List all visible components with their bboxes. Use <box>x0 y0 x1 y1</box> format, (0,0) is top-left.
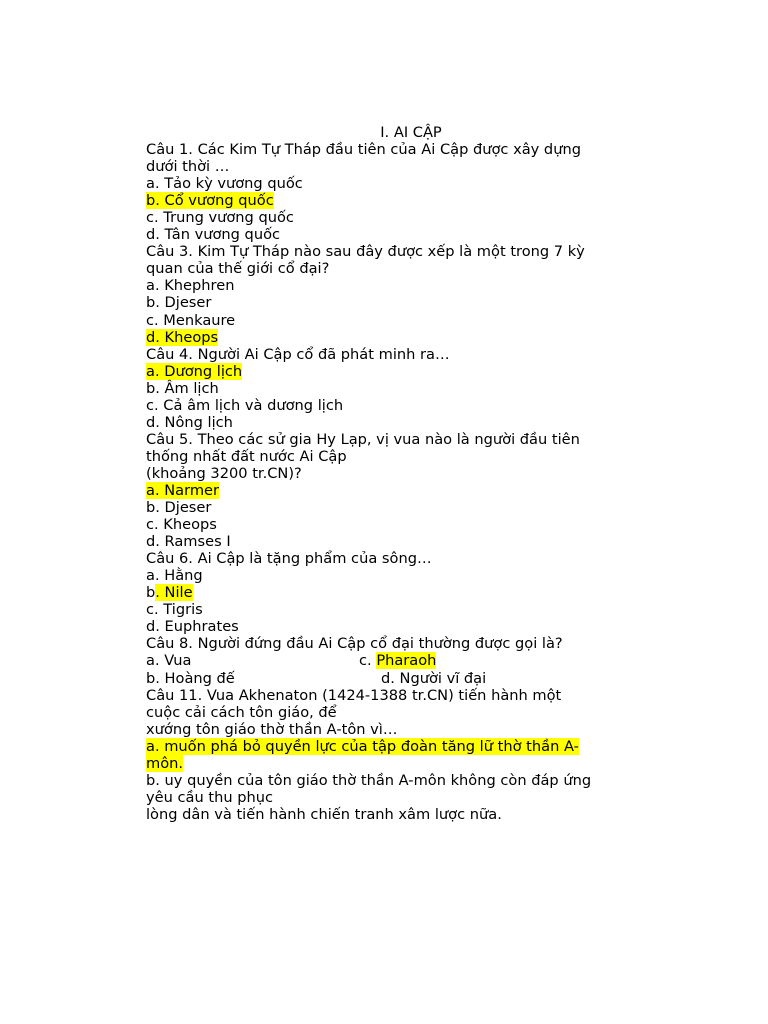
correct-answer-highlight: a. Narmer <box>146 481 220 499</box>
text-line <box>146 380 646 397</box>
text-line <box>146 141 646 158</box>
line-text: b. Âm lịch <box>146 379 219 397</box>
line-text: Câu 11. Vua Akhenaton (1424-1388 tr.CN) tiến hành một <box>146 686 562 704</box>
text-line <box>146 260 646 277</box>
text-line <box>146 294 646 311</box>
answer-option-b: b. Hoàng đế <box>146 669 235 687</box>
answer-prefix: b <box>146 584 156 602</box>
text-line <box>146 243 646 260</box>
text-line <box>146 363 646 380</box>
line-text: d. Tân vương quốc <box>146 226 281 244</box>
line-text: cuộc cải cách tôn giáo, để <box>146 703 337 721</box>
line-text: Câu 1. Các Kim Tự Tháp đầu tiên của Ai Cập được xây dựng <box>146 141 581 159</box>
correct-answer-highlight: d. Kheops <box>146 328 219 346</box>
line-text: Câu 5. Theo các sử gia Hy Lạp, vị vua nào là người đầu tiên <box>146 430 580 448</box>
line-text: b. Djeser <box>146 499 212 517</box>
line-text: dưới thời … <box>146 158 230 176</box>
answer-option-a: a. Vua <box>146 652 192 670</box>
line-text: c. Kheops <box>146 516 217 534</box>
text-line <box>146 550 646 567</box>
correct-answer-highlight: b. Cổ vương quốc <box>146 192 274 210</box>
text-line <box>146 329 646 346</box>
line-text: a. Tảo kỳ vương quốc <box>146 175 303 193</box>
line-text: quan của thế giới cổ đại? <box>146 260 330 278</box>
correct-answer-highlight: a. Dương lịch <box>146 362 243 380</box>
line-text: c. Menkaure <box>146 311 236 329</box>
line-text: Câu 6. Ai Cập là tặng phẩm của sông… <box>146 550 432 568</box>
text-line <box>146 618 646 635</box>
question-block-2 <box>146 601 646 652</box>
document-title: I. AI CẬP <box>380 124 442 141</box>
text-line <box>146 175 646 192</box>
text-line <box>146 738 646 755</box>
text-line <box>146 158 646 175</box>
text-line <box>146 755 646 772</box>
text-line <box>146 567 646 584</box>
line-text: xướng tôn giáo thờ thần A-tôn vì… <box>146 720 398 738</box>
text-line <box>146 772 646 789</box>
text-line <box>146 192 646 209</box>
answer-prefix: c. <box>359 652 377 670</box>
text-line <box>146 209 646 226</box>
line-text: d. Nông lịch <box>146 413 233 431</box>
text-line <box>146 533 646 550</box>
document-page <box>146 124 646 823</box>
correct-answer-highlight: Pharaoh <box>376 652 437 670</box>
question-block-3 <box>146 687 646 823</box>
answer-row-q8-2 <box>146 670 646 687</box>
line-text: d. Euphrates <box>146 618 239 636</box>
text-line <box>146 397 646 414</box>
text-line <box>146 635 646 652</box>
text-line <box>146 499 646 516</box>
text-line <box>146 448 646 465</box>
text-line <box>146 721 646 738</box>
text-line <box>146 806 646 823</box>
text-line <box>146 704 646 721</box>
line-text: lòng dân và tiến hành chiến tranh xâm lược nữa. <box>146 805 502 823</box>
text-line <box>146 516 646 533</box>
text-line <box>146 601 646 618</box>
line-text: Câu 4. Người Ai Cập cổ đã phát minh ra… <box>146 345 450 363</box>
line-text: b. uy quyền của tôn giáo thờ thần A-môn không còn đáp ứng <box>146 771 592 789</box>
text-line <box>146 789 646 806</box>
text-line <box>146 346 646 363</box>
line-text: c. Trung vương quốc <box>146 209 294 227</box>
correct-answer-highlight: . Nile <box>155 584 193 602</box>
text-line <box>146 312 646 329</box>
text-line <box>146 414 646 431</box>
text-line <box>146 277 646 294</box>
text-line <box>146 226 646 243</box>
line-text: b. Djeser <box>146 294 212 312</box>
line-text: Câu 8. Người đứng đầu Ai Cập cổ đại thường được gọi là? <box>146 635 563 653</box>
answer-option-c <box>359 652 436 669</box>
line-text: yêu cầu thu phục <box>146 788 274 806</box>
line-text: a. Khephren <box>146 277 235 295</box>
answer-line-q6-b <box>146 584 646 601</box>
answer-row-q8-1 <box>146 652 646 669</box>
line-text: thống nhất đất nước Ai Cập <box>146 447 347 465</box>
line-text: c. Cả âm lịch và dương lịch <box>146 396 344 414</box>
line-text: (khoảng 3200 tr.CN)? <box>146 464 302 482</box>
line-text: d. Ramses I <box>146 533 231 551</box>
line-text: c. Tigris <box>146 601 203 619</box>
line-text: a. Hằng <box>146 567 203 585</box>
text-line <box>146 482 646 499</box>
answer-option-d: d. Người vĩ đại <box>381 669 487 687</box>
text-line <box>146 431 646 448</box>
text-line <box>146 687 646 704</box>
correct-answer-highlight: a. muốn phá bỏ quyền lực của tập đoàn tăng lữ thờ thần A- <box>146 737 579 755</box>
line-text: Câu 3. Kim Tự Tháp nào sau đây được xếp là một trong 7 kỳ <box>146 243 585 261</box>
correct-answer-highlight: môn. <box>146 754 184 772</box>
question-block-1 <box>146 141 646 584</box>
text-line <box>146 465 646 482</box>
